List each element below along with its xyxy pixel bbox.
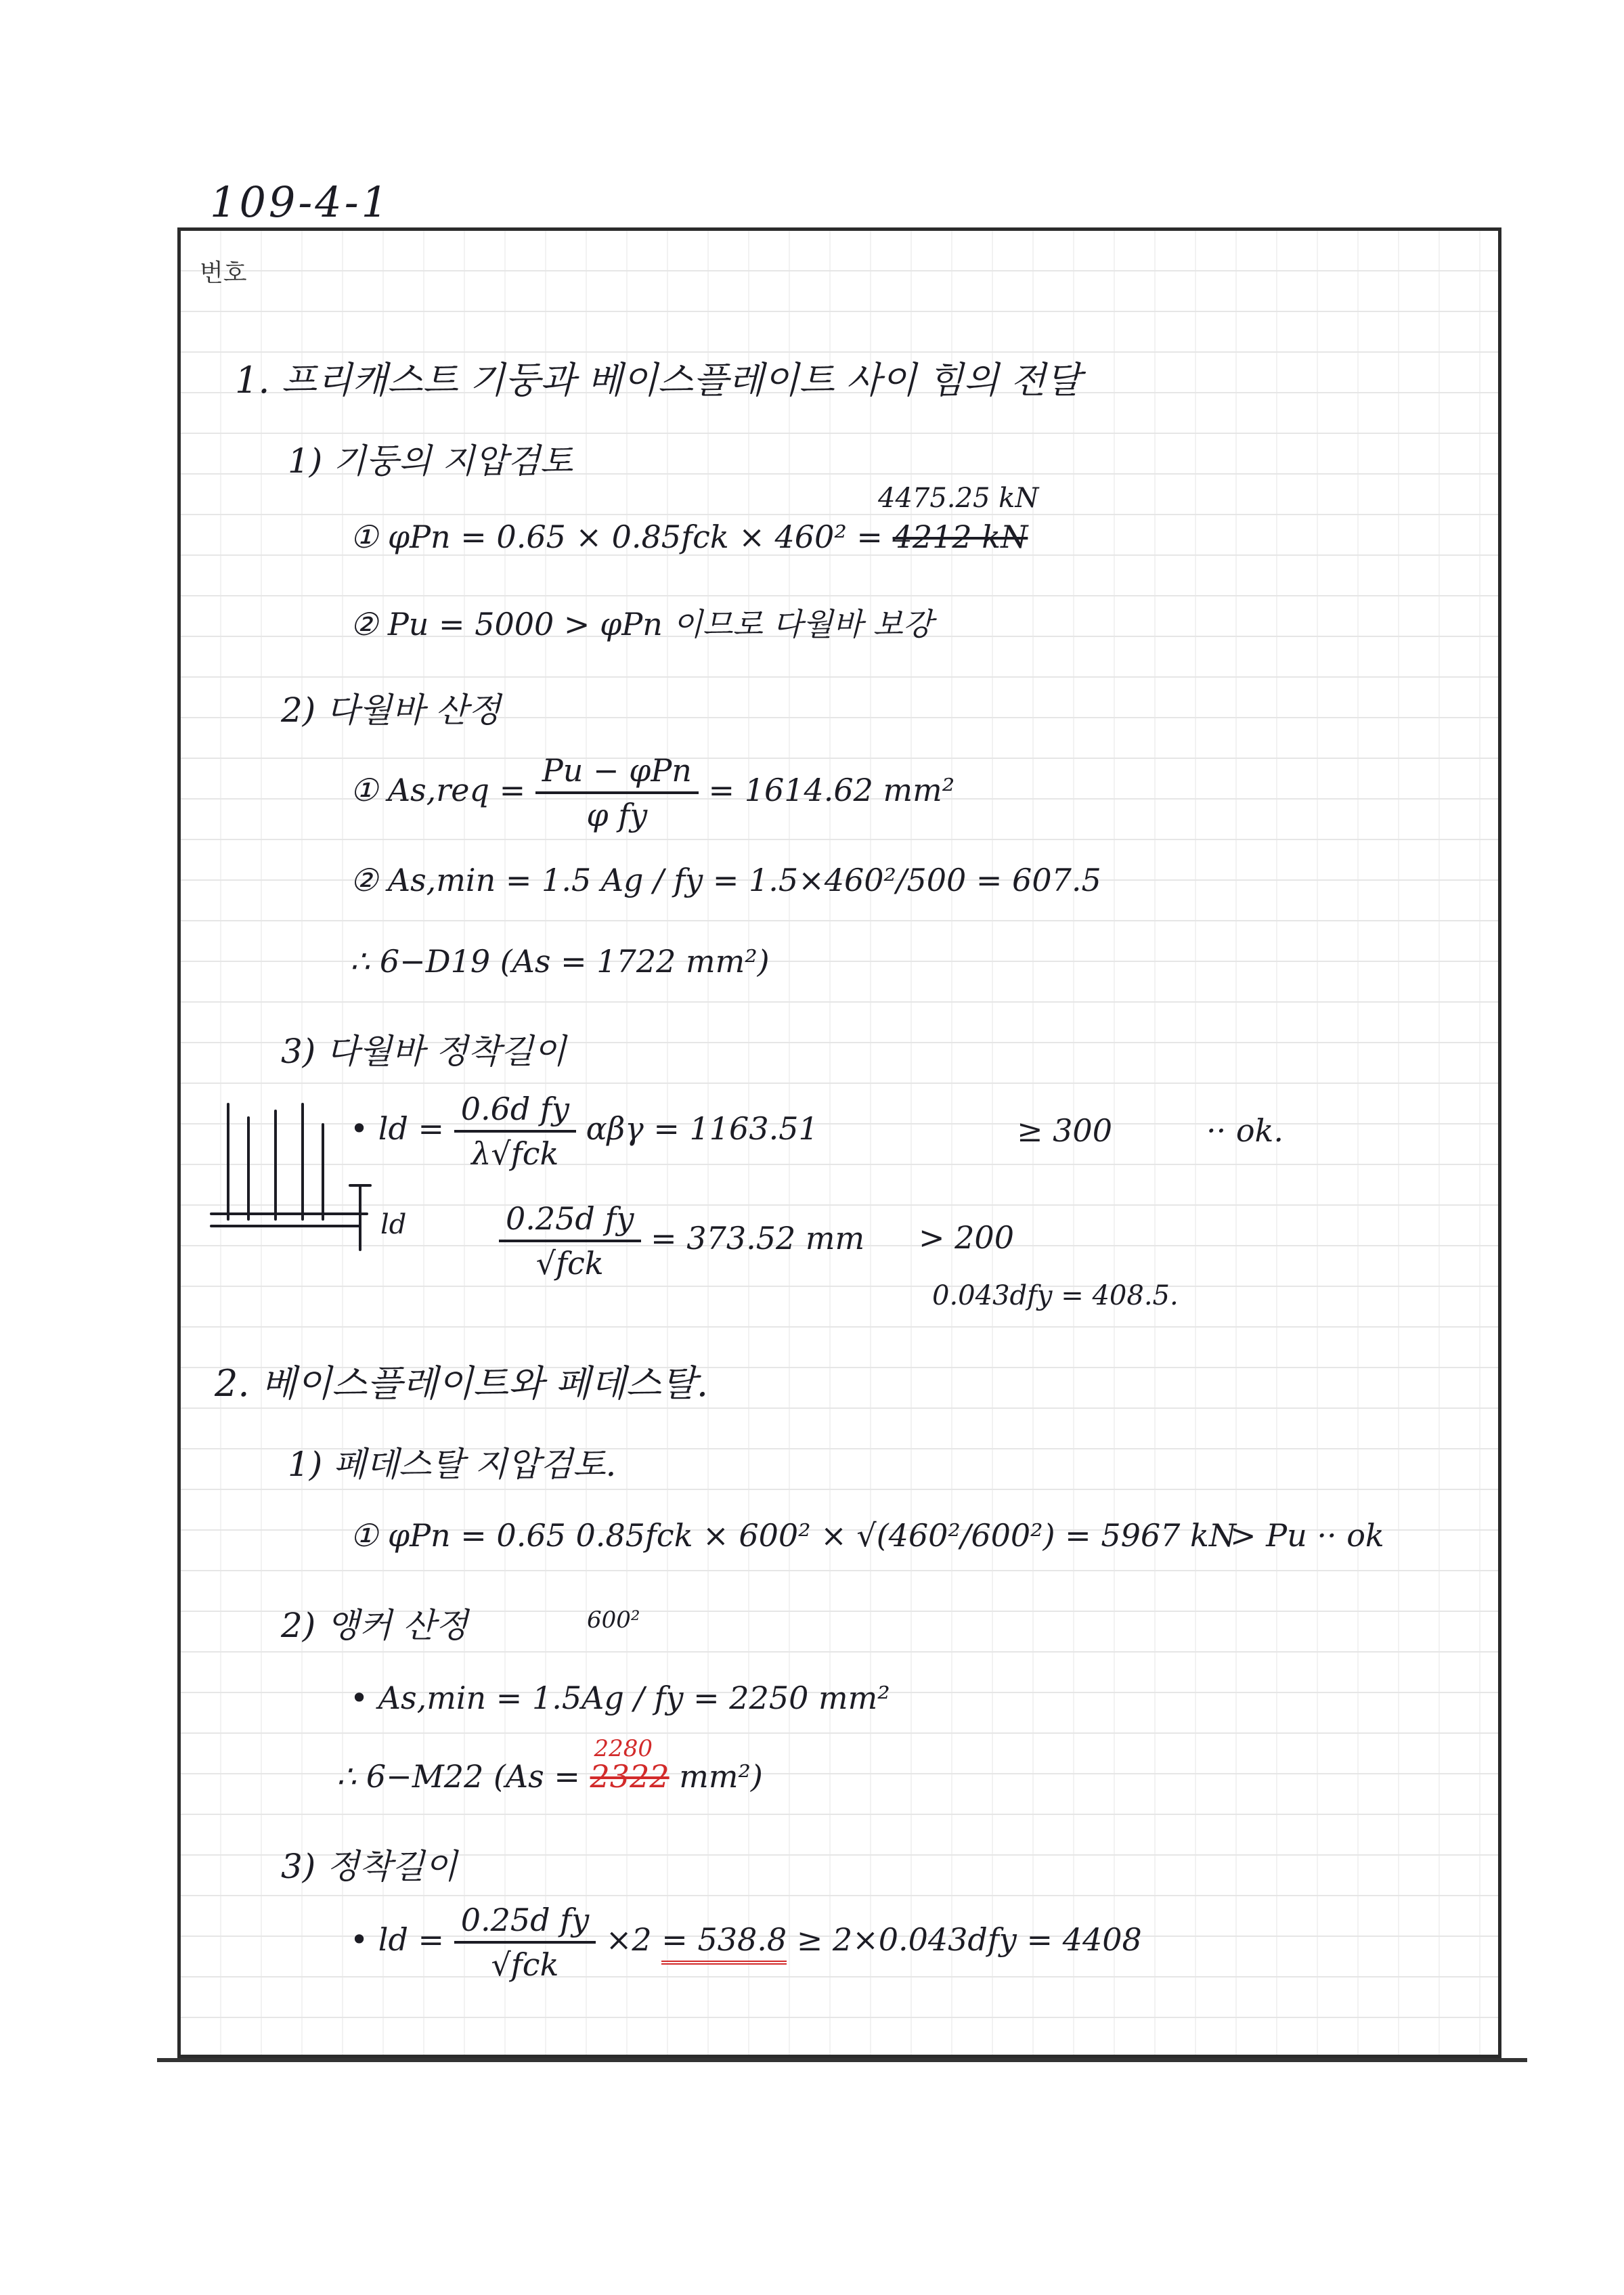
s1-sub2-heading: 2) 다월바 산정 <box>281 691 501 730</box>
s1-b-eq2: ② As,min = 1.5 Ag / fy = 1.5×460²/500 = 607.5 <box>350 862 1101 898</box>
sheet-bottom-edge <box>157 2058 1527 2062</box>
s2-c-ld-rhs: ≥ 2×0.043dfy = 4408 <box>796 1921 1142 1958</box>
s2-c-ld-den: √fck <box>491 1946 559 1983</box>
section-1-title: 1. 프리캐스트 기둥과 베이스플레이트 사이 힘의 전달 <box>235 359 1081 401</box>
s1-c-ld-lhs: • ld = <box>350 1110 445 1147</box>
s1-eq1-text: ① φPn = 0.65 × 0.85fck × 460² = <box>350 519 883 555</box>
s2-b-eq2-suffix: mm²) <box>679 1758 763 1795</box>
s1-c-ldc-check: > 200 <box>919 1219 1014 1256</box>
s2-b-note: 600² <box>587 1607 640 1634</box>
s1-c-ld-den: λ√fck <box>471 1135 559 1172</box>
s1-c-ld-ok: ·· ok. <box>1206 1112 1284 1149</box>
s2-b-eq2-struck: 2322 <box>590 1758 670 1795</box>
s2-b-eq2 <box>336 1735 763 1795</box>
s1-c-ldc-den: √fck <box>535 1245 604 1282</box>
s2-sub1-heading: 1) 페데스탈 지압검토. <box>288 1445 617 1484</box>
s1-b-eq1-rhs: = 1614.62 mm² <box>708 772 955 808</box>
s1-eq2: ② Pu = 5000 > φPn 이므로 다월바 보강 <box>350 606 934 642</box>
s2-b-eq2-corrected: 2280 <box>594 1735 653 1762</box>
s1-b-eq1-num: Pu − φPn <box>535 752 699 794</box>
s1-c-ld-fraction <box>454 1091 576 1172</box>
s1-c-ldc-rhs: = 373.52 mm <box>651 1220 865 1256</box>
s2-b-eq2-value <box>590 1735 670 1795</box>
s2-c-ld-num: 0.25d fy <box>454 1902 596 1944</box>
s2-c-ld-value: = 538.8 <box>661 1921 787 1965</box>
s1-c-ldc <box>499 1200 864 1282</box>
s2-c-ld-lhs: • ld = <box>350 1921 445 1958</box>
s2-c-ld-fraction <box>454 1902 596 1983</box>
s1-c-ldc-fraction <box>499 1200 641 1282</box>
s1-c-ld <box>350 1091 818 1172</box>
s1-eq1-struck: 4212 kN <box>892 519 1028 555</box>
s2-c-ld-mult: ×2 <box>605 1921 652 1958</box>
s2-sub3-heading: 3) 정착길이 <box>281 1847 458 1886</box>
s2-b-eq2-prefix: ∴ 6−M22 (As = <box>336 1758 580 1795</box>
header-label: 번호 <box>200 259 247 286</box>
s1-b-eq1-fraction <box>535 752 699 833</box>
notebook-sheet <box>177 227 1501 2058</box>
s1-sub3-heading: 3) 다월바 정착길이 <box>281 1032 567 1071</box>
s1-c-ldc-num: 0.25d fy <box>499 1200 641 1242</box>
s2-c-ld <box>350 1902 1142 1983</box>
s1-sub1-heading: 1) 기둥의 지압검토 <box>288 441 573 481</box>
s1-c-ldc-min: 0.043dfy = 408.5. <box>932 1280 1179 1311</box>
s1-eq1-corrected: 4475.25 kN <box>878 483 1039 514</box>
s1-c-ld-num: 0.6d fy <box>454 1091 576 1133</box>
s1-c-ld-check: ≥ 300 <box>1017 1112 1112 1149</box>
s1-b-eq3: ∴ 6−D19 (As = 1722 mm²) <box>350 943 770 980</box>
sketch-label: ld <box>380 1209 407 1240</box>
page-id: 109-4-1 <box>210 177 391 227</box>
s1-b-eq1-den: φ fy <box>586 797 648 833</box>
s1-c-ld-rhs: αβγ = 1163.51 <box>586 1110 818 1147</box>
s2-a-eq1-check: > Pu ·· ok <box>1230 1517 1384 1554</box>
s1-b-eq1 <box>350 752 954 833</box>
section-2-title: 2. 베이스플레이트와 페데스탈. <box>215 1362 708 1405</box>
s2-b-eq1: • As,min = 1.5Ag / fy = 2250 mm² <box>350 1680 890 1716</box>
s1-eq1 <box>350 519 1028 555</box>
s2-a-eq1: ① φPn = 0.65 0.85fck × 600² × √(460²/600²) = 5967 kN <box>350 1517 1237 1554</box>
s1-b-eq1-lhs: ① As,req = <box>350 772 526 808</box>
s2-sub2-heading: 2) 앵커 산정 <box>281 1606 468 1645</box>
